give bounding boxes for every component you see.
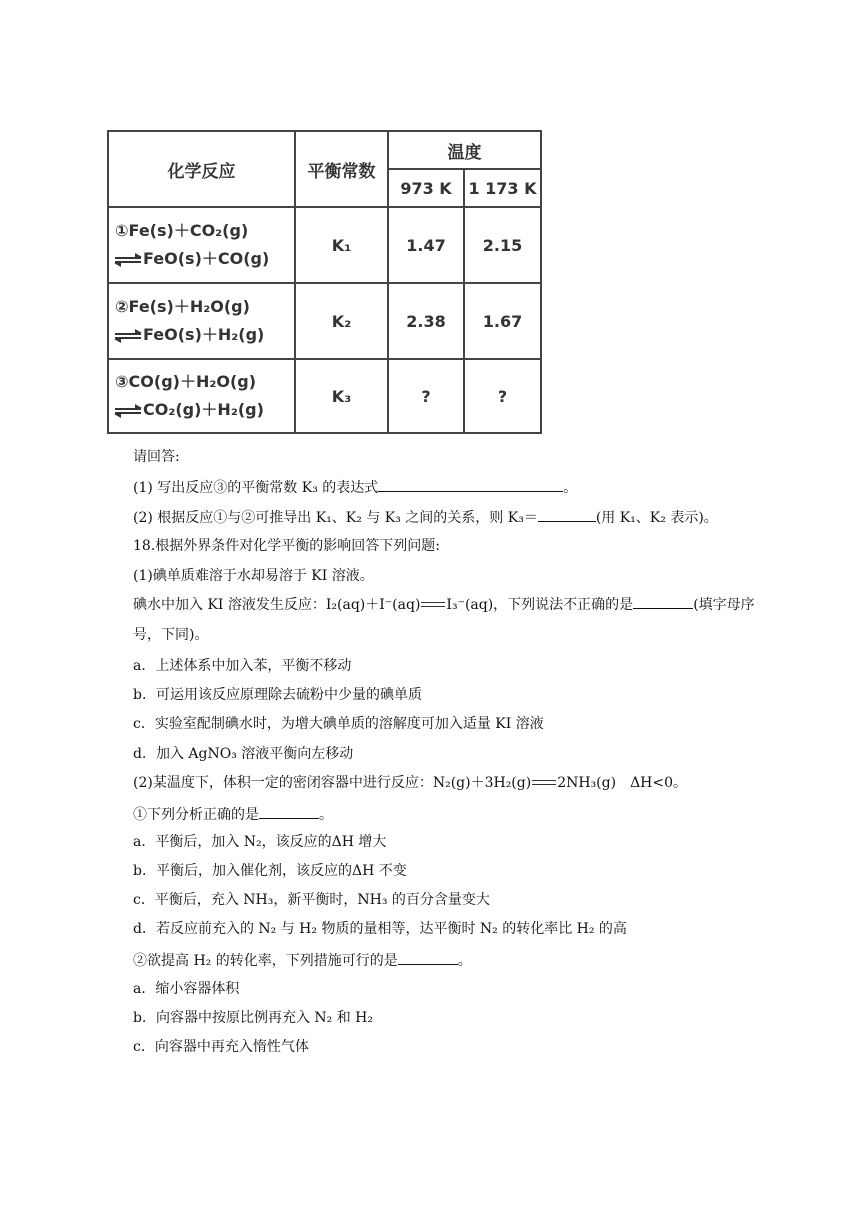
option-b: b．平衡后，加入催化剂，该反应的ΔH 不变 [133, 863, 407, 879]
header-temperature: 温度 [388, 131, 541, 169]
header-temp-1173: 1 173 K [464, 169, 541, 207]
reaction-reactants: ①Fe(s)＋CO₂(g) [115, 221, 249, 240]
value-1173: 2.15 [464, 207, 541, 283]
option-b: b．向容器中按原比例再充入 N₂ 和 H₂ [133, 1010, 373, 1026]
answer-blank [633, 594, 693, 609]
question-18-part-1: (1)碘单质难溶于水却易溶于 KI 溶液。 [133, 568, 374, 584]
option-c: c．实验室配制碘水时，为增大碘单质的溶解度可加入适量 KI 溶液 [133, 716, 544, 732]
question-2: (2) 根据反应①与②可推导出 K₁、K₂ 与 K₃ 之间的关系，则 K₃＝ (用 K₁、K₂ 表示)。 [133, 507, 718, 527]
question-1: (1) 写出反应③的平衡常数 K₃ 的表达式 。 [133, 477, 577, 497]
option-d: d．加入 AgNO₃ 溶液平衡向左移动 [133, 746, 354, 762]
question-18-title: 18.根据外界条件对化学平衡的影响回答下列问题: [133, 538, 440, 554]
table-row [108, 283, 541, 359]
equilibrium-arrow-icon [421, 601, 445, 609]
reaction-products: FeO(s)＋CO(g) [143, 249, 270, 268]
constant-cell: K₃ [295, 359, 388, 433]
equilibrium-arrow-icon [115, 406, 141, 416]
header-reaction: 化学反应 [108, 131, 295, 207]
value-1173: ? [464, 359, 541, 433]
reaction-cell [108, 207, 295, 283]
answer-blank [398, 950, 458, 965]
option-c: c．平衡后，充入 NH₃，新平衡时，NH₃ 的百分含量变大 [133, 892, 490, 908]
option-c: c．向容器中再充入惰性气体 [133, 1039, 309, 1055]
question-18-part-2-i: ①下列分析正确的是 。 [133, 804, 333, 824]
option-a: a．上述体系中加入苯，平衡不移动 [133, 658, 352, 674]
answer-prompt: 请回答: [133, 449, 180, 465]
option-a: a．平衡后，加入 N₂，该反应的ΔH 增大 [133, 834, 387, 850]
constant-cell: K₂ [295, 283, 388, 359]
answer-blank [378, 477, 563, 492]
option-b: b．可运用该反应原理除去硫粉中少量的碘单质 [133, 687, 422, 703]
question-18-part-2-ii: ②欲提高 H₂ 的转化率，下列措施可行的是 。 [133, 950, 472, 970]
reaction-products: FeO(s)＋H₂(g) [143, 325, 265, 344]
equilibrium-arrow-icon [115, 331, 141, 341]
table-row [108, 359, 541, 433]
header-temp-973: 973 K [388, 169, 464, 207]
table-row [108, 207, 541, 283]
value-973: 2.38 [388, 283, 464, 359]
reaction-reactants: ②Fe(s)＋H₂O(g) [115, 297, 250, 316]
constant-cell: K₁ [295, 207, 388, 283]
reaction-cell [108, 359, 295, 433]
equilibrium-arrow-icon [532, 779, 556, 787]
value-1173: 1.67 [464, 283, 541, 359]
value-973: 1.47 [388, 207, 464, 283]
question-18-part-2: (2)某温度下，体积一定的密闭容器中进行反应：N₂(g)＋3H₂(g) 2NH₃(g) ΔH<0。 [133, 775, 688, 791]
answer-blank [538, 507, 596, 522]
reaction-reactants: ③CO(g)＋H₂O(g) [115, 372, 257, 391]
reaction-products: CO₂(g)＋H₂(g) [143, 400, 264, 419]
equilibrium-constant-table [107, 130, 542, 434]
reaction-cell [108, 283, 295, 359]
answer-blank [259, 804, 319, 819]
header-constant: 平衡常数 [295, 131, 388, 207]
option-a: a．缩小容器体积 [133, 981, 240, 997]
question-18-part-1-stem: 碘水中加入 KI 溶液发生反应：I₂(aq)＋I⁻(aq) I₃⁻(aq)，下列说法不正确的是 (填字母序号，下同)。 [133, 590, 761, 650]
equilibrium-arrow-icon [115, 255, 141, 265]
value-973: ? [388, 359, 464, 433]
option-d: d．若反应前充入的 N₂ 与 H₂ 物质的量相等，达平衡时 N₂ 的转化率比 H₂ 的高 [133, 921, 627, 937]
